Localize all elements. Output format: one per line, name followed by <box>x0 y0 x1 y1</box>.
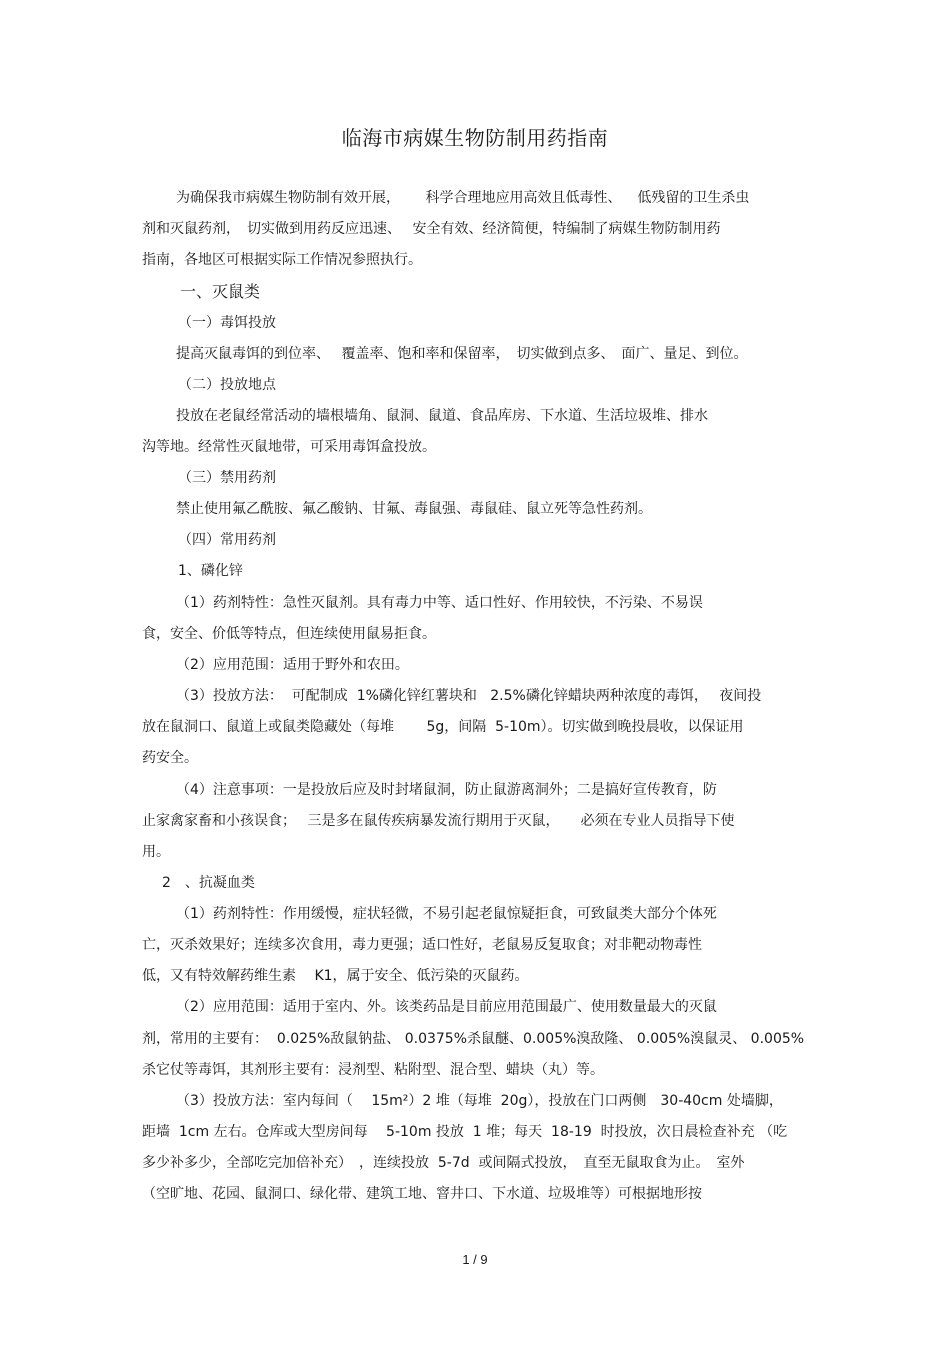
paragraph-line: （1）药剂特性：作用缓慢，症状轻微，不易引起老鼠惊疑拒食，可致鼠类大部分个体死 <box>176 906 717 922</box>
subsection-heading: （四）常用药剂 <box>178 532 276 548</box>
document-title: 临海市病媒生物防制用药指南 <box>341 126 609 150</box>
paragraph-line: 止家禽家畜和小孩误食； 三是多在鼠传疾病暴发流行期用于灭鼠， 必须在专业人员指导下使 <box>142 813 735 829</box>
paragraph-line: 用。 <box>142 844 170 860</box>
paragraph-line: 多少补多少，全部吃完加倍补充） ，连续投放 5-7d 或间隔式投放， 直至无鼠取食为止。 室外 <box>142 1155 745 1171</box>
item-heading: 2 、抗凝血类 <box>162 875 255 891</box>
paragraph-line: 为确保我市病媒生物防制有效开展， 科学合理地应用高效且低毒性、 低残留的卫生杀虫 <box>176 190 750 206</box>
paragraph-line: （2）应用范围：适用于野外和农田。 <box>176 657 409 673</box>
paragraph-line: 投放在老鼠经常活动的墙根墙角、鼠洞、鼠道、食品库房、下水道、生活垃圾堆、排水 <box>176 408 708 424</box>
paragraph-line: （2）应用范围：适用于室内、外。该类药品是目前应用范围最广、使用数量最大的灭鼠 <box>176 999 717 1015</box>
subsection-heading: （三）禁用药剂 <box>178 470 276 486</box>
paragraph-line: 禁止使用氟乙酰胺、氟乙酸钠、甘氟、毒鼠强、毒鼠硅、鼠立死等急性药剂。 <box>176 501 652 517</box>
paragraph-line: （4）注意事项：一是投放后应及时封堵鼠洞，防止鼠游离洞外；二是搞好宣传教育，防 <box>176 782 717 798</box>
paragraph-line: 距墙 1cm 左右。仓库或大型房间每 5-10m 投放 1 堆；每天 18-19 时投放，次日晨检查补充 （吃 <box>142 1124 788 1140</box>
page-number: 1 / 9 <box>462 1252 488 1267</box>
paragraph-line: 指南，各地区可根据实际工作情况参照执行。 <box>142 252 422 268</box>
section-heading: 一、灭鼠类 <box>180 282 261 301</box>
paragraph-line: （1）药剂特性：急性灭鼠剂。具有毒力中等、适口性好、作用较快，不污染、不易误 <box>176 595 703 611</box>
subsection-heading: （一）毒饵投放 <box>178 315 276 331</box>
paragraph-line: 食，安全、价低等特点，但连续使用鼠易拒食。 <box>142 626 436 642</box>
paragraph-line: 剂和灭鼠药剂， 切实做到用药反应迅速、 安全有效、经济简便，特编制了病媒生物防制用药 <box>142 221 721 237</box>
paragraph-line: 杀它仗等毒饵，其剂形主要有：浸剂型、粘附型、混合型、蜡块（丸）等。 <box>142 1062 604 1078</box>
paragraph-line: （3）投放方法：室内每间（ 15m²）2 堆（每堆 20g），投放在门口两侧 30-40cm 处墙脚， <box>176 1093 783 1109</box>
paragraph-line: 放在鼠洞口、鼠道上或鼠类隐藏处（每堆 5g，间隔 5-10m）。切实做到晚投晨收，以保证用 <box>142 719 744 735</box>
paragraph-line: （空旷地、花园、鼠洞口、绿化带、建筑工地、窨井口、下水道、垃圾堆等）可根据地形按 <box>142 1186 702 1202</box>
paragraph-line: 亡，灭杀效果好；连续多次食用，毒力更强；适口性好，老鼠易反复取食；对非靶动物毒性 <box>142 937 702 953</box>
paragraph-line: （3）投放方法： 可配制成 1%磷化锌红薯块和 2.5%磷化锌蜡块两种浓度的毒饵， 夜间投 <box>176 688 762 704</box>
paragraph-line: 低，又有特效解药维生素 K1，属于安全、低污染的灭鼠药。 <box>142 968 529 984</box>
paragraph-line: 剂，常用的主要有： 0.025%敌鼠钠盐、 0.0375%杀鼠醚、0.005%溴敌隆、 0.005%溴鼠灵、 0.005% <box>142 1031 805 1047</box>
paragraph-line: 沟等地。经常性灭鼠地带，可采用毒饵盒投放。 <box>142 439 436 455</box>
paragraph-line: 提高灭鼠毒饵的到位率、 覆盖率、饱和率和保留率， 切实做到点多、 面广、量足、到位。 <box>176 346 748 362</box>
item-heading: 1、磷化锌 <box>178 563 243 579</box>
subsection-heading: （二）投放地点 <box>178 377 276 393</box>
paragraph-line: 药安全。 <box>142 750 198 766</box>
